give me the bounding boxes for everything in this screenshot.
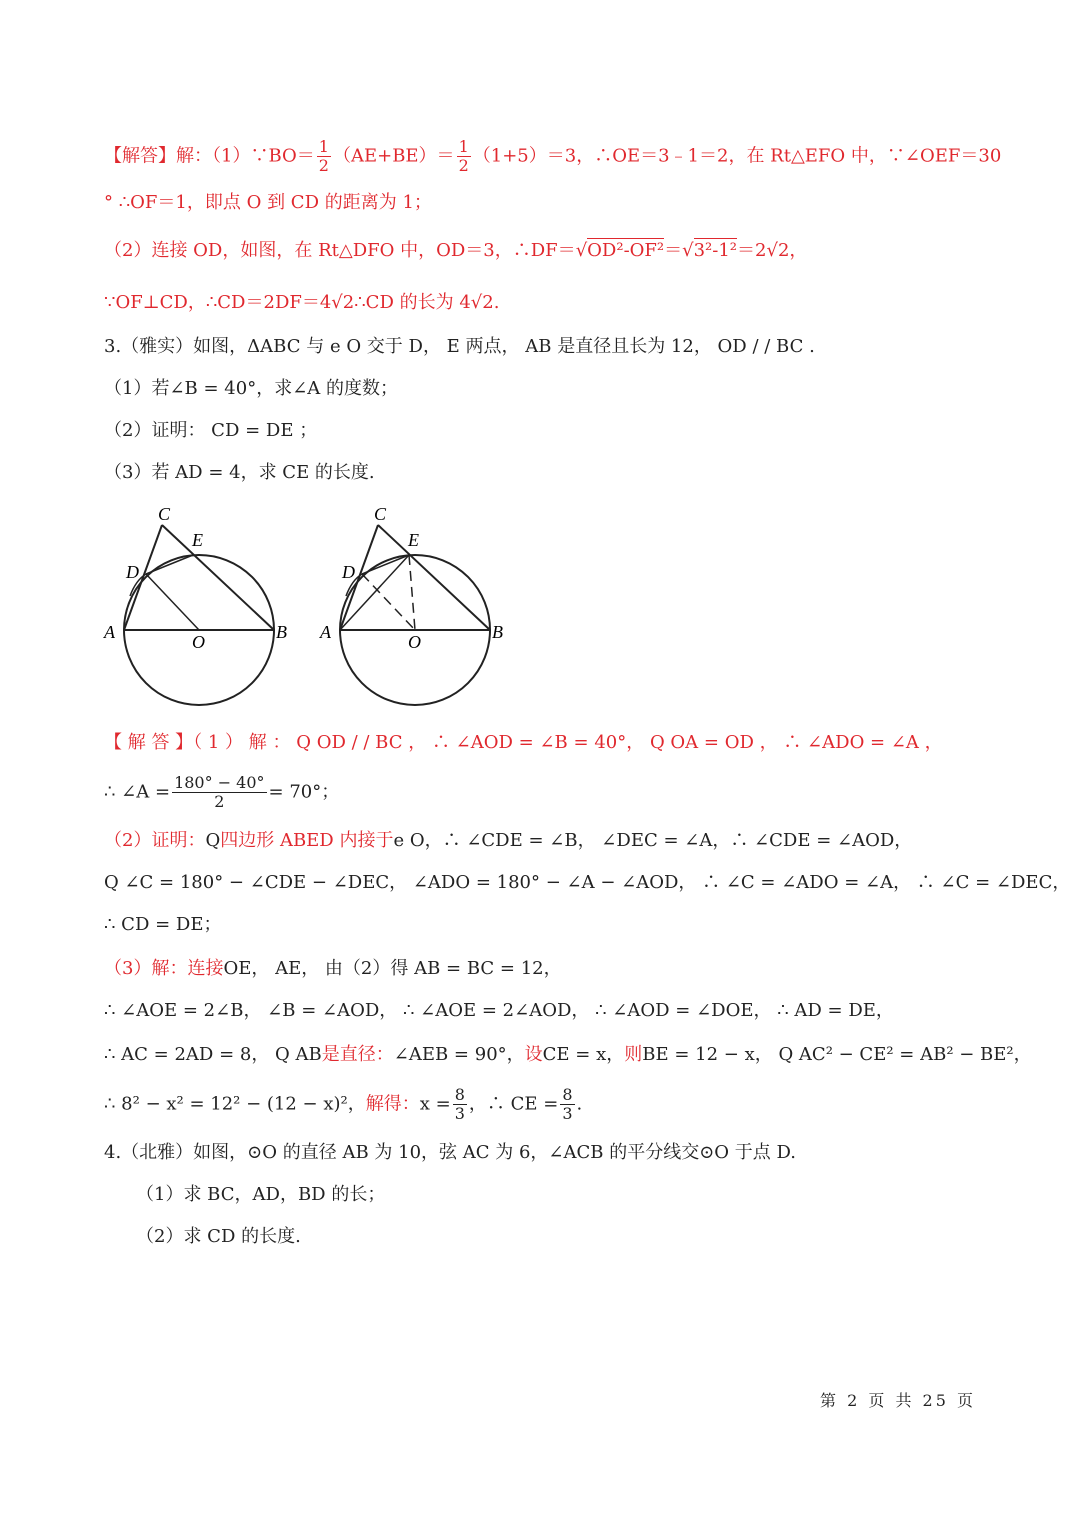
solution3-line5: ∴ CD = DE； bbox=[104, 914, 222, 935]
problem4-q1: （1）求 BC，AD，BD 的长； bbox=[136, 1184, 386, 1205]
segment-de bbox=[362, 555, 409, 574]
segment-cb bbox=[378, 525, 490, 630]
solution3-line8: ∴ AC = 2AD = 8， Q AB是直径：∠AEB = 90°，设CE = x，则BE = 12 − x， Q AC² − CE² = AB² − BE²， bbox=[104, 1044, 1032, 1065]
problem3-q3: （3）若 AD = 4，求 CE 的长度. bbox=[104, 462, 375, 483]
solution3-line3: （2）证明：Q四边形 ABED 内接于e O，∴ ∠CDE = ∠B， ∠DEC = ∠A，∴ ∠CDE = ∠AOD， bbox=[104, 830, 913, 851]
problem3-q1: （1）若∠B = 40°，求∠A 的度数； bbox=[104, 378, 398, 399]
geometry-figure-2 bbox=[316, 500, 516, 710]
segment-cb bbox=[162, 525, 274, 630]
geometry-figure-1 bbox=[100, 500, 300, 710]
label-d: D bbox=[342, 562, 355, 582]
label-d: D bbox=[126, 562, 139, 582]
label-c: C bbox=[158, 504, 171, 524]
solution3-line1: 【 解 答 】（ 1 ） 解 ： Q OD / / BC ， ∴ ∠AOD = ∠B = 40°， Q OA = OD ， ∴ ∠ADO = ∠A ， bbox=[104, 732, 943, 753]
label-a: A bbox=[104, 622, 115, 642]
fraction-angle: $\frac{180^\circ - 40^\circ}{2}$ bbox=[174, 773, 265, 811]
solution-prev-line1: 【解答】解：（1）∵BO＝ $\frac{1}{2}$ （AE+BE）＝ $\frac{1}{2}$ （1+5）＝3，∴OE＝3﹣1＝2，在 Rt△EFO 中，∵∠OEF＝30 bbox=[104, 137, 1002, 175]
solution3-line2: ∴ ∠A = $\frac{180^\circ - 40^\circ}{2}$ = 70°； bbox=[104, 773, 340, 811]
label-b: B bbox=[492, 622, 503, 642]
solution-prev-line4: ∵OF⊥CD，∴CD＝2DF＝4√2∴CD 的长为 4√2. bbox=[104, 292, 500, 313]
label-b: B bbox=[276, 622, 287, 642]
label-o: O bbox=[192, 632, 205, 652]
solution-prev-line2: ° ∴OF＝1，即点 O 到 CD 的距离为 1； bbox=[104, 192, 432, 213]
solution-prev-line3: （2）连接 OD，如图，在 Rt△DFO 中，OD＝3，∴DF＝√OD²-OF²＝√3²-1²＝2√2， bbox=[104, 240, 808, 261]
fraction-half-2: $\frac{1}{2}$ bbox=[458, 137, 469, 175]
problem4-stem: 4.（北雅）如图，⊙O 的直径 AB 为 10，弦 AC 为 6，∠ACB 的平分线交⊙O 于点 D. bbox=[104, 1142, 797, 1163]
segment-de bbox=[146, 555, 193, 574]
label-c: C bbox=[374, 504, 387, 524]
fraction-eight-thirds: $\frac{8}{3}$ bbox=[454, 1085, 465, 1123]
label-a: A bbox=[320, 622, 331, 642]
label-e: E bbox=[408, 530, 419, 550]
segment-od-dashed bbox=[362, 574, 415, 630]
solution3-line7: ∴ ∠AOE = 2∠B， ∠B = ∠AOD， ∴ ∠AOE = 2∠AOD， ∴ ∠AOD = ∠DOE， ∴ AD = DE， bbox=[104, 1000, 894, 1021]
label-e: E bbox=[192, 530, 203, 550]
solution3-line4: Q ∠C = 180° − ∠CDE − ∠DEC， ∠ADO = 180° − ∠A − ∠AOD， ∴ ∠C = ∠ADO = ∠A， ∴ ∠C = ∠DEC， bbox=[104, 872, 1071, 893]
problem3-stem: 3.（雅实）如图，ΔABC 与 e O 交于 D， E 两点， AB 是直径且长为 12， OD / / BC . bbox=[104, 336, 815, 357]
segment-oe-dashed bbox=[409, 555, 415, 630]
fraction-half: $\frac{1}{2}$ bbox=[318, 137, 329, 175]
label-o: O bbox=[408, 632, 421, 652]
page-number: 第 2 页 共 25 页 bbox=[820, 1391, 976, 1410]
problem4-q2: （2）求 CD 的长度. bbox=[136, 1226, 301, 1247]
segment-od bbox=[146, 574, 199, 630]
solution3-line6: （3）解：连接OE， AE， 由（2）得 AB = BC = 12， bbox=[104, 958, 562, 979]
problem3-q2: （2）证明： CD = DE ； bbox=[104, 420, 318, 441]
solution3-line9: ∴ 8² − x² = 12² − (12 − x)²，解得：x = $\frac{8}{3}$ ，∴ CE = $\frac{8}{3}$ . bbox=[104, 1085, 583, 1123]
fraction-eight-thirds-2: $\frac{8}{3}$ bbox=[562, 1085, 573, 1123]
